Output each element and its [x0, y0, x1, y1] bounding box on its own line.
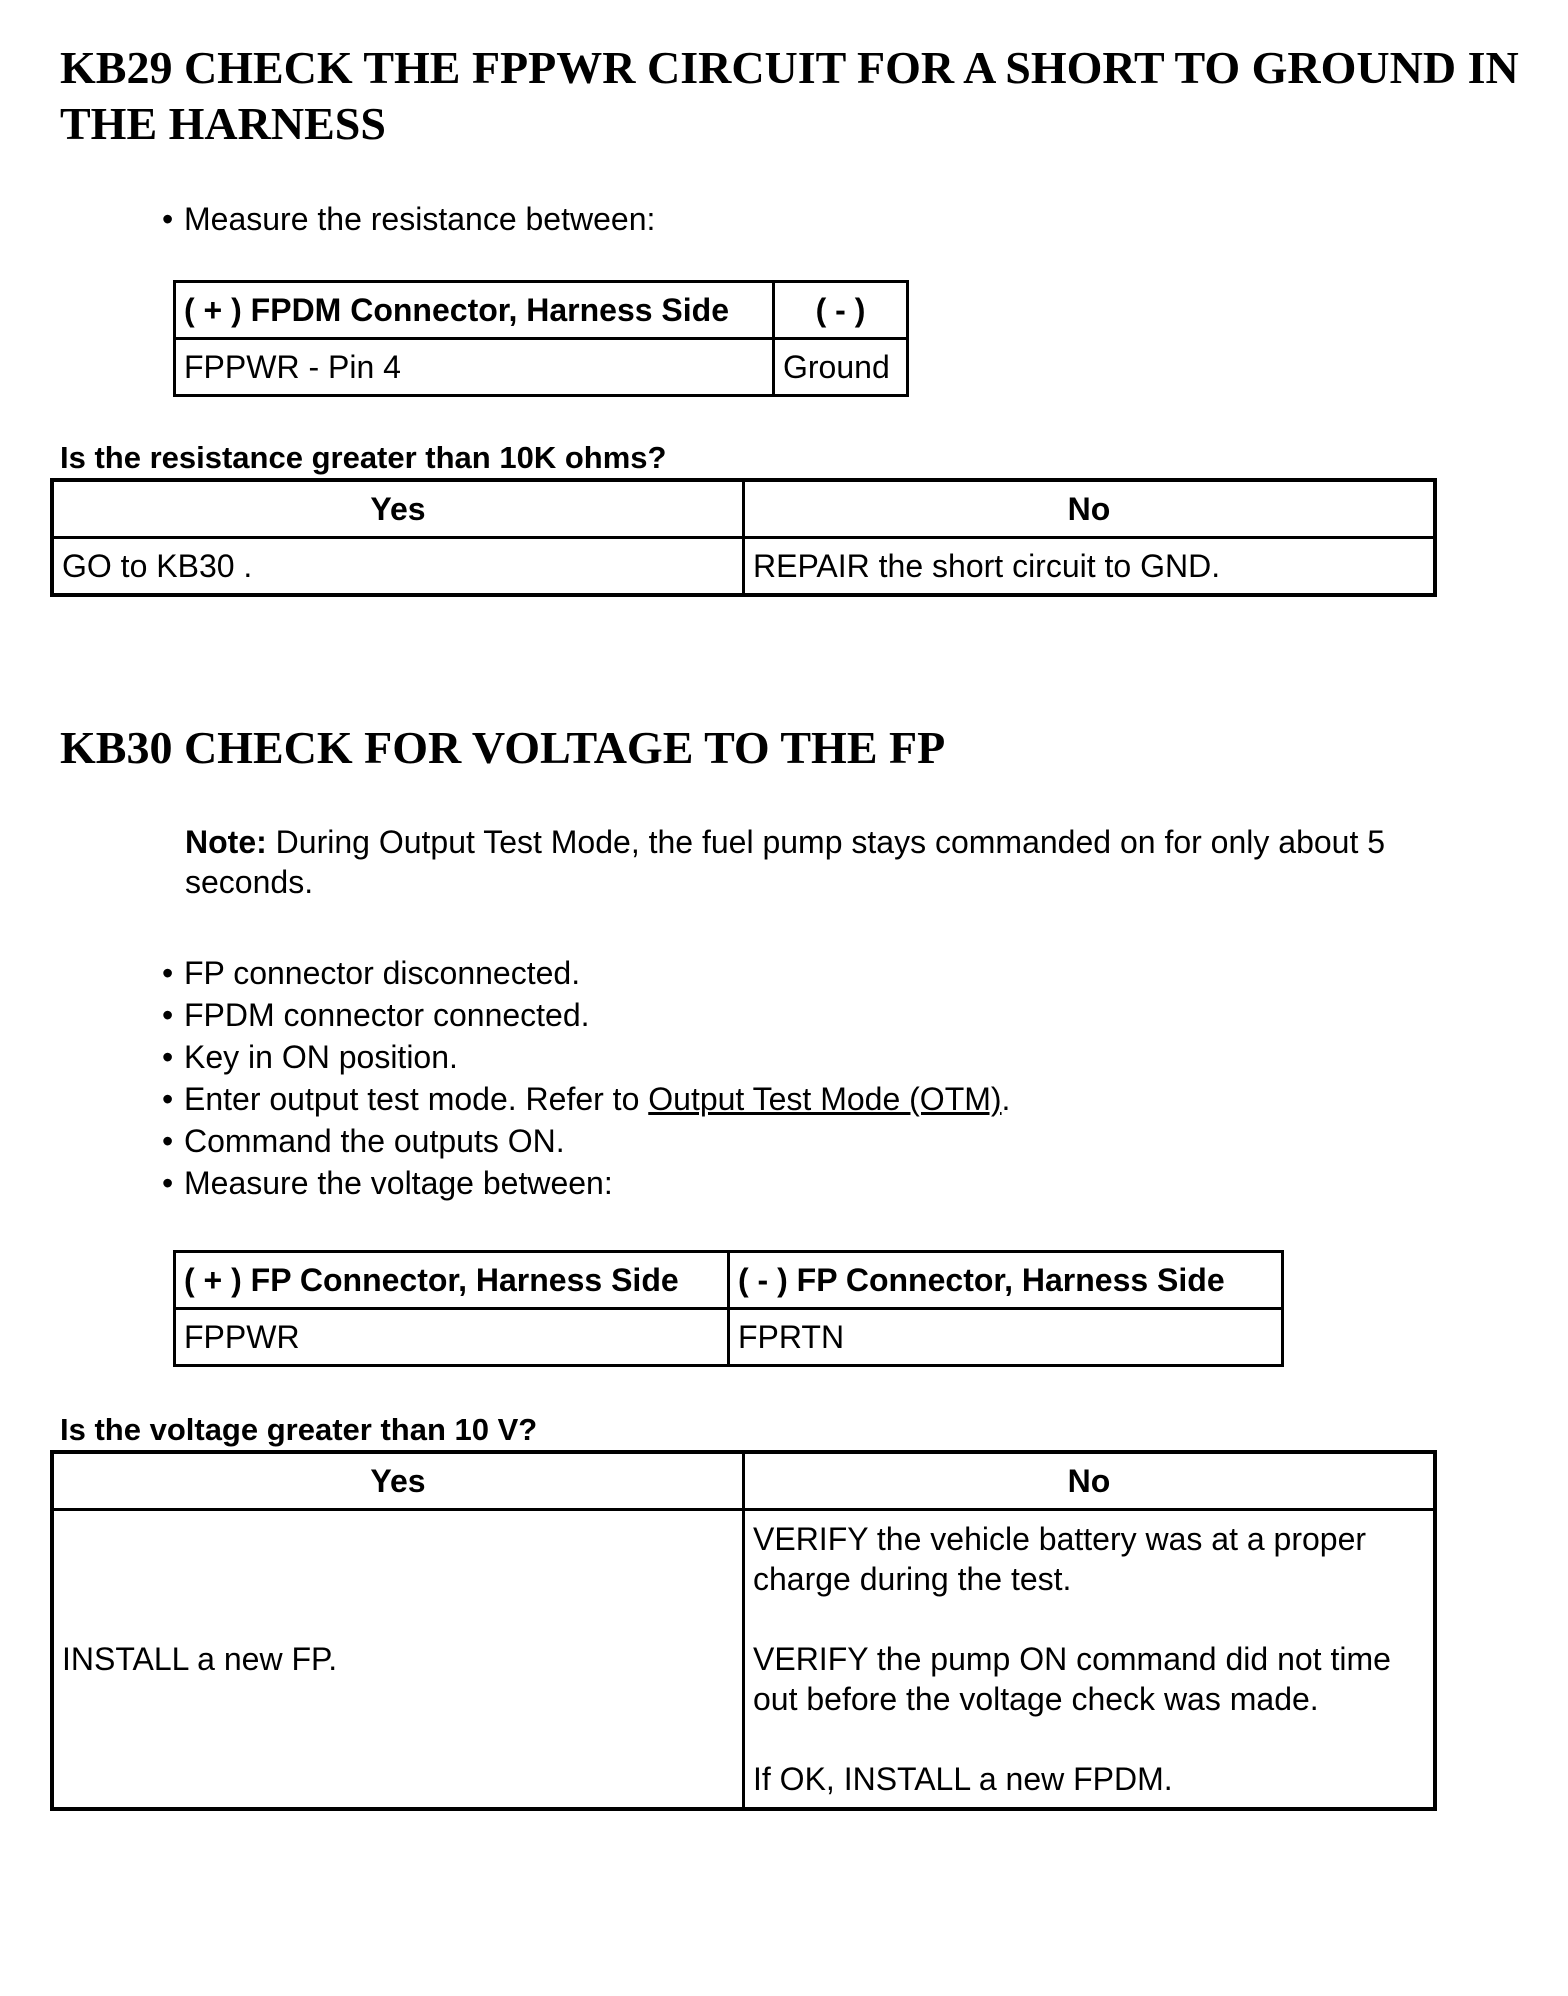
table-header: ( + ) FP Connector, Harness Side [175, 1252, 729, 1309]
kb29-question: Is the resistance greater than 10K ohms? [60, 440, 667, 475]
no-action: REPAIR the short circuit to GND. [744, 538, 1436, 596]
table-cell: FPPWR - Pin 4 [175, 339, 774, 396]
bullet-suffix: . [1001, 1081, 1011, 1117]
no-header: No [744, 480, 1436, 538]
otm-link[interactable]: Output Test Mode (OTM) [648, 1081, 1002, 1117]
bullet-text: FP connector disconnected. [184, 955, 581, 991]
bullet-text: FPDM connector connected. [184, 997, 590, 1033]
table-cell: Ground [774, 339, 908, 396]
yes-header: Yes [52, 1452, 744, 1510]
list-item [162, 1078, 1010, 1120]
bullet-icon: • [162, 1165, 174, 1201]
bullet-icon: • [162, 201, 174, 237]
bullet-text: Enter output test mode. Refer to [184, 1081, 649, 1117]
bullet-icon: • [162, 1039, 174, 1075]
list-item [162, 198, 655, 240]
no-action-line: VERIFY the vehicle battery was at a proper charge during the test. [753, 1521, 1367, 1597]
no-action-line: VERIFY the pump ON command did not time out before the voltage check was made. [753, 1641, 1391, 1717]
bullet-text: Command the outputs ON. [184, 1123, 565, 1159]
list-item [162, 1120, 565, 1162]
bullet-icon: • [162, 1081, 174, 1117]
bullet-icon: • [162, 997, 174, 1033]
table-cell: FPRTN [729, 1309, 1283, 1366]
no-header: No [744, 1452, 1436, 1510]
bullet-text: Measure the voltage between: [184, 1165, 613, 1201]
kb30-decision-table [50, 1450, 1437, 1811]
table-header: ( - ) [774, 282, 908, 339]
yes-action: INSTALL a new FP. [52, 1510, 744, 1810]
list-item [162, 994, 590, 1036]
yes-header: Yes [52, 480, 744, 538]
no-action [744, 1510, 1436, 1810]
yes-action: GO to KB30 . [52, 538, 744, 596]
kb30-question: Is the voltage greater than 10 V? [60, 1412, 538, 1447]
table-cell: FPPWR [175, 1309, 729, 1366]
list-item [162, 1162, 613, 1204]
bullet-text: Key in ON position. [184, 1039, 458, 1075]
bullet-icon: • [162, 1123, 174, 1159]
table-header: ( - ) FP Connector, Harness Side [729, 1252, 1283, 1309]
bullet-icon: • [162, 955, 174, 991]
bullet-text: Measure the resistance between: [184, 201, 656, 237]
kb30-heading: KB30 CHECK FOR VOLTAGE TO THE FP [60, 722, 946, 773]
list-item [162, 952, 580, 994]
kb30-measure-table [173, 1250, 1284, 1367]
kb29-decision-table [50, 478, 1437, 597]
kb29-measure-table [173, 280, 909, 397]
table-header: ( + ) FPDM Connector, Harness Side [175, 282, 774, 339]
list-item [162, 1036, 458, 1078]
kb29-heading: KB29 CHECK THE FPPWR CIRCUIT FOR A SHORT TO GROUND IN THE HARNESS [60, 42, 1519, 149]
note-text: During Output Test Mode, the fuel pump stays commanded on for only about 5 seconds. [185, 824, 1386, 900]
no-action-line: If OK, INSTALL a new FPDM. [753, 1761, 1173, 1797]
note-label: Note: [185, 824, 267, 860]
note [185, 822, 1505, 902]
